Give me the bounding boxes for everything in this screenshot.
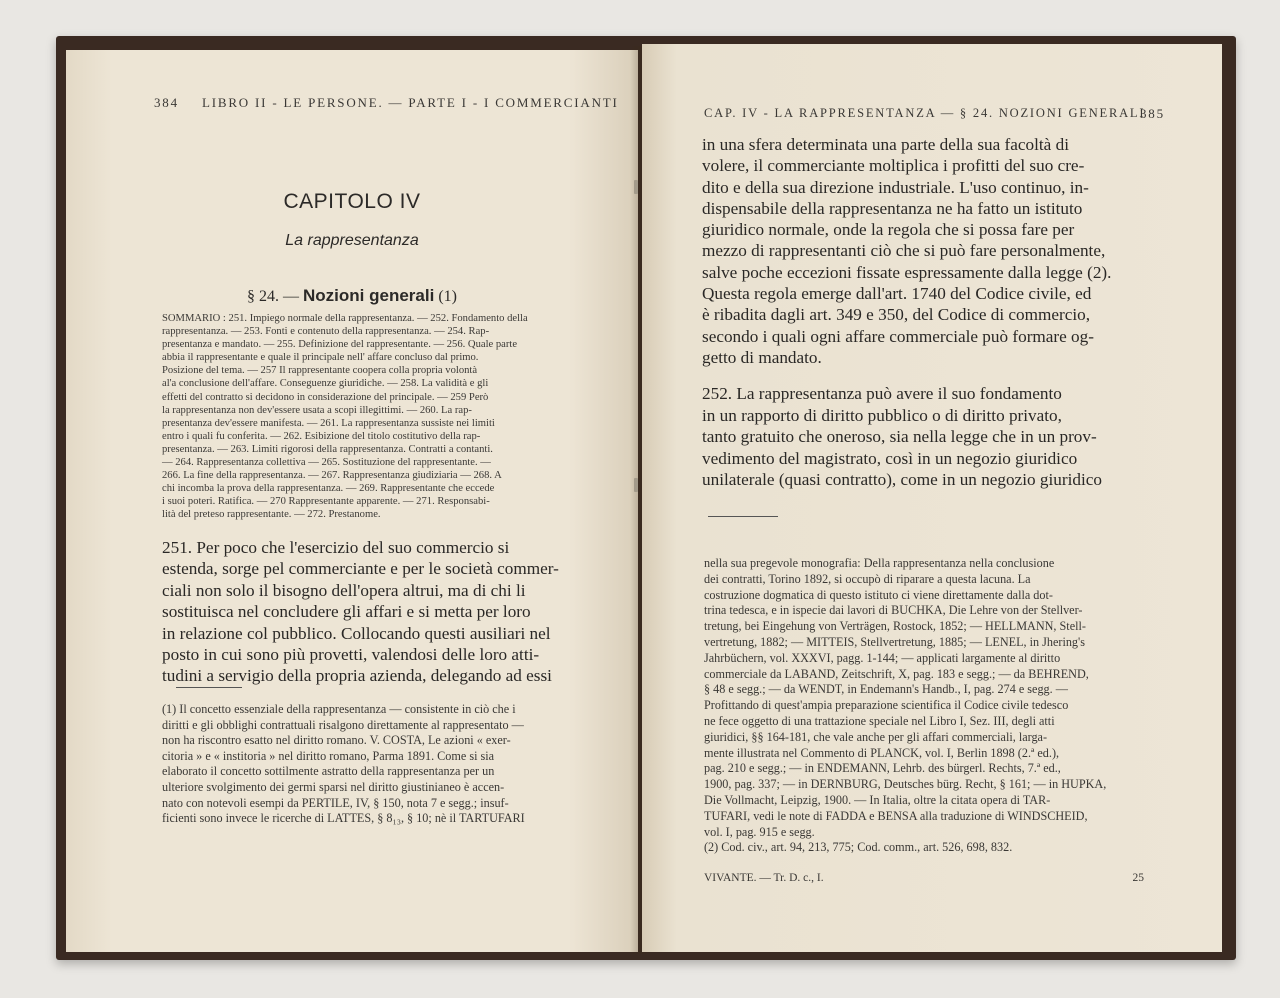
left-page-number: 384 <box>154 95 179 110</box>
section-note: (1) <box>438 288 457 305</box>
footnote-rule <box>176 687 242 688</box>
body-line: volere, il commerciante moltiplica i profitti del suo cre- <box>702 156 1085 176</box>
summary-line: chi incomba la prova della rappresentanza. — 269. Rappresentante che eccede <box>162 483 495 495</box>
summary-line: presentanza e mandato. — 255. Definizione del rappresentante. — 256. Quale parte <box>162 339 518 351</box>
right-body-text <box>702 134 1172 368</box>
body-line: estenda, sorge pel commerciante e per le società commer- <box>162 559 559 579</box>
footnote-line: 1900, pag. 337; — in DERNBURG, Deutsches bürg. Recht, § 161; — in HUPKA, <box>704 777 1107 792</box>
footnote-rule <box>708 516 778 517</box>
summary-line: al'a conclusione dell'affare. Conseguenze giuridiche. — 258. La validità e gli <box>162 378 489 390</box>
body-line: vedimento del magistrato, così in un negozio giuridico <box>702 448 1078 468</box>
summary-line: la rappresentanza non dev'essere usata a scopi illegittimi. — 260. La rap- <box>162 404 472 416</box>
summary-line: presentanza dev'essere manifesta. — 261. La rappresentanza sussiste nei limiti <box>162 417 495 429</box>
body-line: dito e della sua direzione industriale. L'uso continuo, in- <box>702 177 1089 197</box>
chapter-title: CAPITOLO IV <box>283 190 421 213</box>
body-line: giuridico normale, onde la regola che si possa fare per <box>702 220 1075 240</box>
body-line: posto in cui sono più provetti, valendosi delle loro atti- <box>162 645 540 665</box>
footnote-line: Die Vollmacht, Leipzig, 1900. — In Italia, oltre la citata opera di TAR- <box>704 792 1051 807</box>
body-line: tanto gratuito che oneroso, sia nella legge che in un prov- <box>702 427 1097 447</box>
summary-line: SOMMARIO : 251. Impiego normale della rappresentanza. — 252. Fondamento della <box>162 313 528 324</box>
binding-staple-top <box>634 180 638 194</box>
summary-line: i suoi poteri. Ratifica. — 270 Rappresentante apparente. — 271. Responsabi- <box>162 496 490 508</box>
body-line: salve poche eccezioni fissate espressamente dalla legge (2). <box>702 262 1112 282</box>
body-line: tudini a servigio della propria azienda, delegando ad essi <box>162 666 552 686</box>
summary-line: entro i quali fu conferita. — 262. Esibizione del titolo costitutivo della rap- <box>162 430 481 442</box>
footer-signature-number: 25 <box>1132 872 1144 884</box>
footnote-line: ne fece oggetto di una trattazione speciale nel Libro I, Sez. III, degli atti <box>704 713 1055 728</box>
section-heading <box>66 286 638 306</box>
body-line: ciali non solo il bisogno dell'opera altrui, ma di chi li <box>162 580 526 600</box>
summary-line: 266. La fine della rappresentanza. — 267. Rappresentanza giudiziaria — 268. A <box>162 470 502 482</box>
right-page-number: 385 <box>1140 106 1165 121</box>
footnote-line: vol. I, pag. 915 e segg. <box>704 824 815 839</box>
footnote-line: (2) Cod. civ., art. 94, 213, 775; Cod. comm., art. 526, 698, 832. <box>704 840 1013 855</box>
body-line: Questa regola emerge dall'art. 1740 del Codice civile, ed <box>702 284 1092 304</box>
body-line: sostituisca nel concludere gli affari e si metta per loro <box>162 602 531 622</box>
body-line: 251. Per poco che l'esercizio del suo commercio si <box>162 538 510 557</box>
body-line: in una sfera determinata una parte della sua facoltà di <box>702 135 1069 154</box>
summary-line: abbia il rappresentante e quale il principale nell' affare concluso dal primo. <box>162 352 479 364</box>
body-line: secondo i quali ogni affare commerciale può formare og- <box>702 326 1094 346</box>
footnote-line: pag. 210 e segg.; — in ENDEMANN, Lehrb. des bürgerl. Rechts, 7.ª ed., <box>704 761 1061 776</box>
body-line: è ribadita dagli art. 349 e 350, del Codice di commercio, <box>702 305 1091 325</box>
body-line: dispensabile della rappresentanza ne ha fatto un istituto <box>702 198 1083 218</box>
footnote-line: giuridici, §§ 164-181, che vale anche per gli affari commerciali, larga- <box>704 729 1048 744</box>
footnote-line: Profittando di quest'ampia preparazione scientifica il Codice civile tedesco <box>704 698 1069 713</box>
body-line: getto di mandato. <box>702 347 822 367</box>
chapter-subtitle: La rappresentanza <box>285 232 419 249</box>
body-line: unilaterale (quasi contratto), come in un negozio giuridico <box>702 470 1102 490</box>
right-footnotes <box>704 556 1174 856</box>
footnote-line: (1) Il concetto essenziale della rappresentanza — consistente in ciò che i <box>162 702 516 716</box>
right-body-text-252 <box>702 383 1172 491</box>
page-footer <box>704 872 1144 884</box>
right-page <box>642 44 1222 952</box>
footnote-line: vertretung, 1882; — MITTEIS, Stellvertretung, 1885; — LENEL, in Jhering's <box>704 634 1085 649</box>
right-running-head: CAP. IV - LA RAPPRESENTANZA — § 24. NOZIONI GENERALI <box>704 106 1146 120</box>
binding-staple-bottom <box>634 478 638 492</box>
left-footnotes <box>162 702 612 827</box>
footnote-line: § 48 e segg.; — da WENDT, in Endemann's Handb., I, pag. 274 e segg. — <box>704 682 1068 697</box>
summary-line: presentanza. — 263. Limiti rigorosi della rappresentanza. Contratti a contanti. <box>162 443 493 455</box>
footnote-line: nato con notevoli esempi da PERTILE, IV, § 150, nota 7 e segg.; insuf- <box>162 795 509 810</box>
summary-line: lità del preteso rappresentante. — 272. Prestanome. <box>162 509 381 521</box>
footnote-line: non ha riscontro esatto nel diritto romano. V. COSTA, Le azioni « exer- <box>162 733 511 748</box>
body-line: 252. La rappresentanza può avere il suo fondamento <box>702 384 1062 403</box>
left-page <box>66 50 638 952</box>
footnote-line: ulteriore svolgimento dei germi sparsi nel diritto giustinianeo è accen- <box>162 779 505 794</box>
section-prefix: § 24. — <box>247 288 300 305</box>
footnote-line: elaborato il concetto sottilmente astratto della rappresentanza per un <box>162 764 495 779</box>
footnote-line: ficienti sono invece le ricerche di LATTES, § 8₁₃, § 10; nè il TARTUFARI <box>162 811 525 826</box>
left-body-text <box>162 537 638 687</box>
section-title: Nozioni generali <box>303 286 435 305</box>
footnote-line: Jahrbüchern, vol. XXXVI, pagg. 1-144; — applicati largamente al diritto <box>704 650 1061 665</box>
footnote-line: trina tedesca, e in ispecie dai lavori di BUCHKA, Die Lehre von der Stellver- <box>704 603 1083 618</box>
footnote-line: nella sua pregevole monografia: Della rappresentanza nella conclusione <box>704 556 1055 570</box>
left-running-head: LIBRO II - LE PERSONE. — PARTE I - I COMMERCIANTI <box>202 95 619 110</box>
footnote-line: tretung, bei Eingehung von Verträgen, Rostock, 1852; — HELLMANN, Stell- <box>704 619 1086 634</box>
footnote-line: dei contratti, Torino 1892, si occupò di riparare a questa lacuna. La <box>704 571 1031 586</box>
summary-block <box>162 312 594 522</box>
footnote-line: diritti e gli obblighi contrattuali risalgono direttamente al rappresentato — <box>162 717 524 732</box>
body-line: in relazione col pubblico. Collocando questi ausiliari nel <box>162 623 551 643</box>
footnote-line: costruzione dogmatica di questo istituto ci viene direttamente dalla dot- <box>704 587 1053 602</box>
summary-line: — 264. Rappresentanza collettiva — 265. Sostituzione del rappresentante. — <box>162 457 491 469</box>
summary-line: effetti del contratto si decidono in considerazione del principale. — 259 Però <box>162 391 489 403</box>
footer-signature: VIVANTE. — Tr. D. c., I. <box>704 872 824 884</box>
body-line: in un rapporto di diritto pubblico o di diritto privato, <box>702 405 1062 425</box>
summary-line: Posizione del tema. — 257 Il rappresentante coopera colla propria volontà <box>162 365 478 377</box>
summary-line: rappresentanza. — 253. Fonti e contenuto della rappresentanza. — 254. Rap- <box>162 326 490 338</box>
footnote-line: TUFARI, vedi le note di FADDA e BENSA alla traduzione di WINDSCHEID, <box>704 808 1088 823</box>
footnote-line: mente illustrata nel Commento di PLANCK, vol. I, Berlin 1898 (2.ª ed.), <box>704 745 1060 760</box>
footnote-line: commerciale da LABAND, Zeitschrift, X, pag. 183 e segg.; — da BEHREND, <box>704 666 1089 681</box>
body-line: mezzo di rappresentanti ciò che si può fare personalmente, <box>702 241 1106 261</box>
footnote-line: citoria » e « institoria » nel diritto romano, Parma 1891. Come si sia <box>162 748 495 763</box>
